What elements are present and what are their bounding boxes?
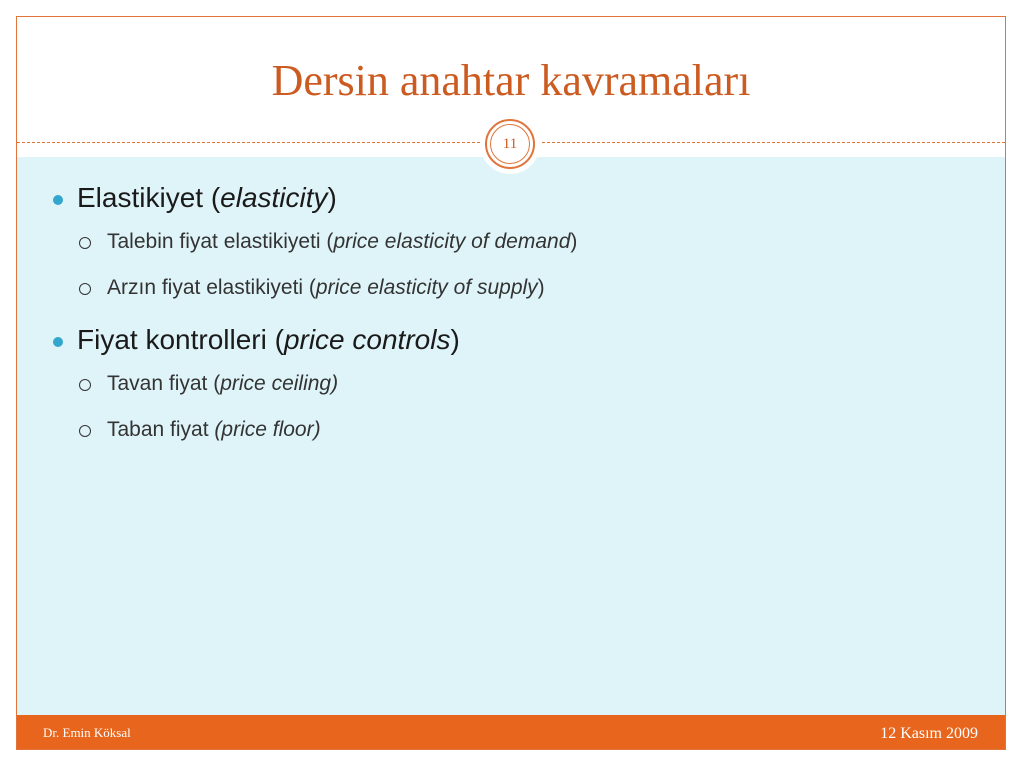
footer-bar [17,715,1005,749]
sub-bullet-item [51,417,577,443]
bullet-text: Fiyat kontrolleri ( [77,324,284,355]
slide-title: Dersin anahtar kavramaları [271,56,751,105]
bullet-dot-icon [53,195,63,205]
footer-date: 12 Kasım 2009 [880,725,978,742]
sub-bullet-ring-icon [79,425,91,437]
bullet-item [51,323,577,357]
sub-bullet-italic: price ceiling) [220,372,339,395]
bullet-tail: ) [327,182,337,213]
sub-bullet-italic: (price floor) [214,418,321,441]
page-number-badge [480,114,540,174]
slide [16,16,1006,750]
sub-bullet-ring-icon [79,283,91,295]
sub-bullet-text: Taban fiyat [107,418,215,441]
sub-bullet-ring-icon [79,379,91,391]
sub-bullet-text: Tavan fiyat ( [107,372,221,395]
bullet-list [51,181,577,463]
sub-bullet-item [51,371,577,397]
bullet-dot-icon [53,337,63,347]
bullet-italic: elasticity [220,182,328,213]
page-number: 11 [490,124,530,164]
sub-bullet-item [51,275,577,301]
sub-bullet-ring-icon [79,237,91,249]
sub-bullet-text: Arzın fiyat elastikiyeti ( [107,276,316,299]
footer-author: Dr. Emin Köksal [43,725,131,740]
bullet-item [51,181,577,215]
bullet-tail: ) [450,324,460,355]
sub-bullet-tail: ) [570,230,578,253]
sub-bullet-item [51,229,577,255]
sub-bullet-italic: price elasticity of demand [333,230,571,253]
bullet-text: Elastikiyet ( [77,182,221,213]
sub-bullet-tail: ) [537,276,545,299]
bullet-italic: price controls [283,324,451,355]
sub-bullet-text: Talebin fiyat elastikiyeti ( [107,230,334,253]
sub-bullet-italic: price elasticity of supply [315,276,538,299]
